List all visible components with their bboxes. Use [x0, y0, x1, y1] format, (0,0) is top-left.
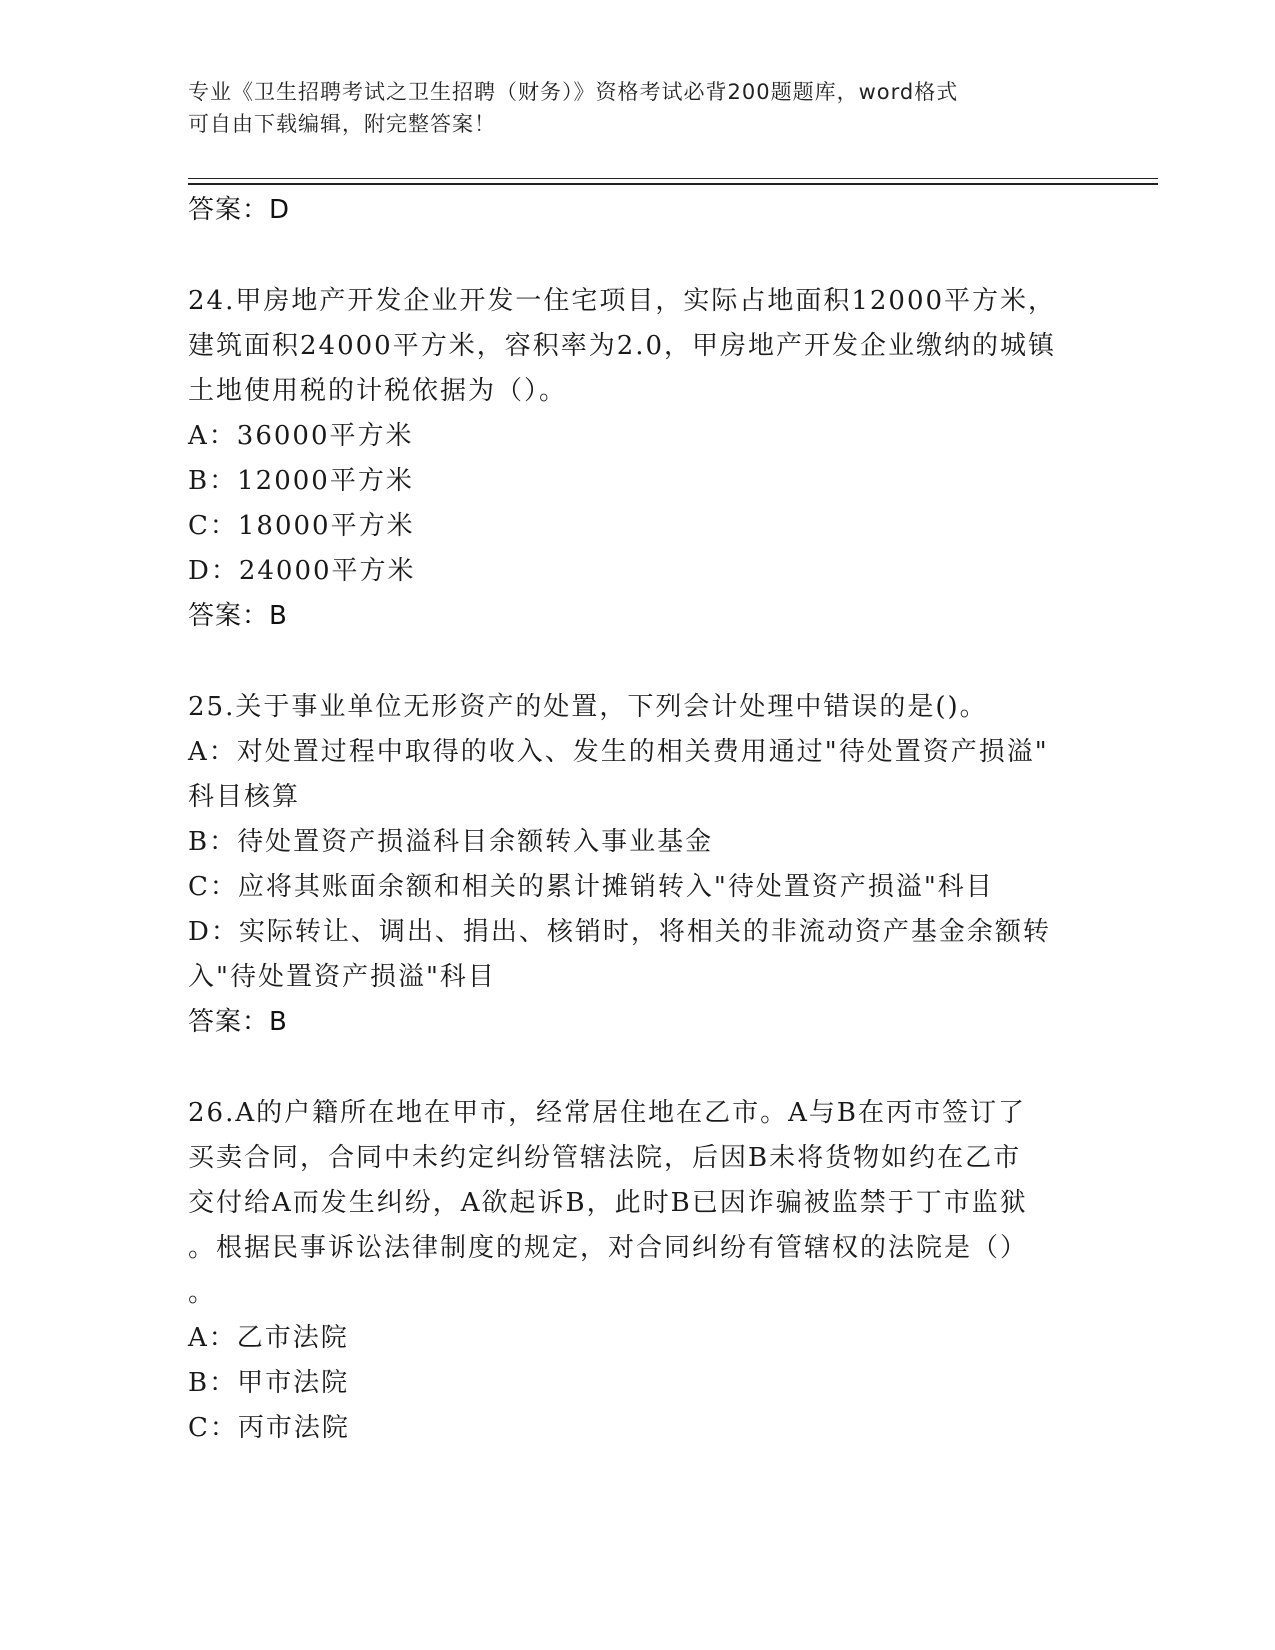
- header-divider-thin: [188, 178, 1158, 179]
- option-line: 入"待处置资产损溢"科目: [188, 962, 496, 992]
- question-line: 。根据民事诉讼法律制度的规定，对合同纠纷有管辖权的法院是（）: [188, 1233, 1029, 1263]
- question-text: [188, 1091, 1088, 1316]
- option-line: D：实际转让、调出、捐出、核销时，将相关的非流动资产基金余额转: [188, 917, 1051, 947]
- document-header: [188, 76, 1068, 140]
- option-d: D：24000平方米: [188, 556, 416, 586]
- option-line: 科目核算: [188, 782, 301, 812]
- header-divider-thick: [188, 183, 1158, 185]
- option-c: C：应将其账面余额和相关的累计摊销转入"待处置资产损溢"科目: [188, 872, 994, 902]
- previous-answer-block: [188, 188, 1088, 233]
- option-c: C：18000平方米: [188, 511, 415, 541]
- option-a: A：36000平方米: [188, 421, 414, 451]
- question-line: 交付给A而发生纠纷，A欲起诉B，此时B已因诈骗被监禁于丁市监狱: [188, 1188, 1028, 1218]
- option-b: B：甲市法院: [188, 1368, 350, 1398]
- question-25: [188, 685, 1088, 1045]
- option-list: [188, 730, 1088, 1000]
- option-list: [188, 1316, 1088, 1451]
- question-line: 26.A的户籍所在地在甲市，经常居住地在乙市。A与B在丙市签订了: [188, 1098, 1027, 1128]
- answer-label: 答案：B: [188, 1007, 288, 1037]
- header-line-1: 专业《卫生招聘考试之卫生招聘（财务）》资格考试必背200题题库，word格式: [188, 80, 959, 104]
- answer-label: 答案：B: [188, 601, 288, 631]
- question-26: [188, 1091, 1088, 1451]
- question-line: 25.关于事业单位无形资产的处置，下列会计处理中错误的是()。: [188, 692, 988, 722]
- question-line: 建筑面积24000平方米，容积率为2.0，甲房地产开发企业缴纳的城镇: [188, 331, 1057, 361]
- option-list: [188, 414, 1088, 594]
- question-line: 土地使用税的计税依据为（）。: [188, 376, 568, 406]
- option-b: B：12000平方米: [188, 466, 414, 496]
- question-line: 。: [188, 1278, 217, 1308]
- header-line-2: 可自由下载编辑，附完整答案！: [188, 112, 496, 136]
- option-a: A：乙市法院: [188, 1323, 349, 1353]
- option-b: B：待处置资产损溢科目余额转入事业基金: [188, 827, 714, 857]
- question-24: [188, 279, 1088, 639]
- question-text: [188, 685, 1088, 730]
- option-d: [188, 910, 1088, 1000]
- option-c: C：丙市法院: [188, 1413, 350, 1443]
- question-text: [188, 279, 1088, 414]
- option-line: A：对处置过程中取得的收入、发生的相关费用通过"待处置资产损溢": [188, 737, 1049, 767]
- option-a: [188, 730, 1088, 820]
- document-body: [188, 188, 1088, 1497]
- answer-label: 答案：D: [188, 195, 291, 225]
- question-line: 买卖合同，合同中未约定纠纷管辖法院，后因B未将货物如约在乙市: [188, 1143, 1022, 1173]
- question-line: 24.甲房地产开发企业开发一住宅项目，实际占地面积12000平方米，: [188, 286, 1057, 316]
